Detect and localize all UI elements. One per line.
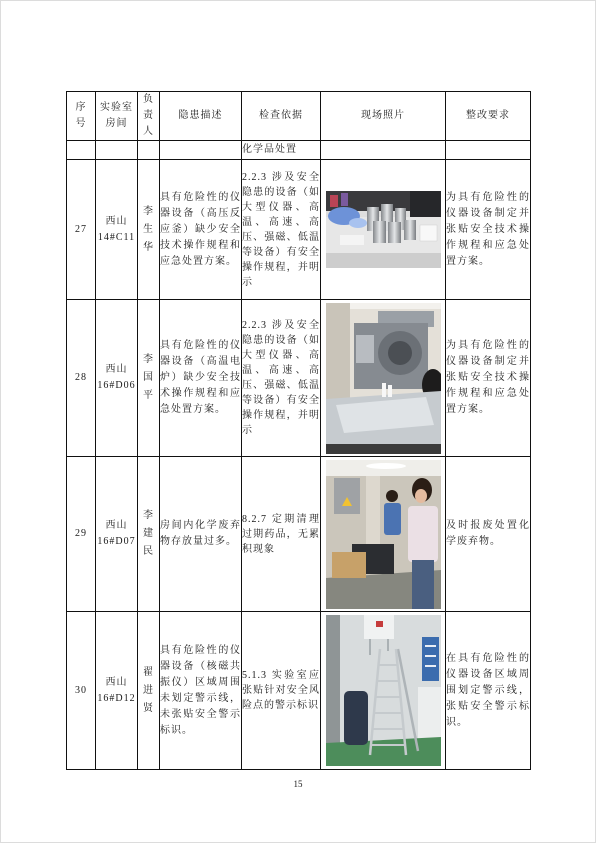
owner-name: 李生华 (143, 205, 154, 253)
sample-bottle (382, 383, 386, 397)
blue-poster (422, 637, 439, 681)
lab-room-cell (96, 160, 138, 300)
white-box (420, 225, 437, 241)
white-cabinet (418, 687, 441, 745)
hazard-cell (160, 612, 242, 770)
poster-stripe (425, 655, 436, 657)
hazard-cell (160, 300, 242, 457)
table-row (67, 612, 531, 770)
hazard-description: 具有危险性的仪器设备（高温电炉）缺少安全技术操作规程和应急处置方案。 (160, 340, 241, 415)
photo-cell (321, 457, 446, 612)
row-number: 29 (75, 528, 87, 539)
header-cell-owner (138, 92, 160, 141)
site-photo (326, 303, 441, 454)
equipment-right (410, 191, 441, 219)
header-hazard: 隐患描述 (178, 110, 223, 121)
cardboard-box (332, 552, 366, 578)
requirement-cell (446, 457, 531, 612)
site-photo (326, 460, 441, 609)
continued-basis: 化学品处置 (242, 144, 297, 155)
rectification-requirement: 及时报废处置化学废弃物。 (446, 520, 530, 547)
owner-cell (138, 612, 160, 770)
continued-basis-cell (242, 141, 321, 160)
table-row (67, 300, 531, 457)
metal-canister (404, 220, 416, 240)
owner-cell (138, 457, 160, 612)
white-tray (340, 235, 364, 245)
hazard-description: 房间内化学废弃物存放量过多。 (160, 520, 241, 547)
person-face (415, 489, 427, 503)
left-panel (326, 303, 350, 399)
metal-canister (373, 221, 386, 243)
hazard-description: 具有危险性的仪器设备（高压反应釜）缺少安全技术操作规程和应急处置方案。 (160, 191, 241, 267)
door-frame (366, 476, 380, 546)
blue-lid (349, 218, 367, 228)
rectification-requirement: 在具有危险性的仪器设备区域周围划定警示线，张贴安全警示标识。 (446, 652, 530, 728)
site-photo (326, 191, 441, 268)
owner-name: 李国平 (143, 354, 154, 401)
person-jeans (412, 560, 434, 609)
lab-room-cell (96, 612, 138, 770)
basis-cell (242, 160, 321, 300)
requirement-cell (446, 160, 531, 300)
table-header-row (67, 92, 531, 141)
requirement-cell (446, 612, 531, 770)
continued-row (67, 141, 531, 160)
room-code: 16#D07 (97, 536, 136, 547)
room-code: 16#D06 (97, 380, 136, 391)
requirement-cell (446, 300, 531, 457)
metal-canister (388, 222, 401, 243)
photo-cell (321, 612, 446, 770)
row-number-cell (67, 300, 96, 457)
hazard-description: 具有危险性的仪器设备（核磁共振仪）区域周围未划定警示线，未张贴安全警示标识。 (160, 644, 241, 736)
page-number: 15 (293, 779, 303, 789)
table-row (67, 457, 531, 612)
row-number: 28 (75, 372, 87, 383)
photo-cell (321, 300, 446, 457)
table-row (67, 160, 531, 300)
row-number-cell (67, 457, 96, 612)
hazard-table (66, 91, 531, 770)
empty-cell (96, 141, 138, 160)
person-top (408, 506, 438, 562)
header-requirement: 整改要求 (466, 110, 510, 121)
room-code: 16#D12 (97, 692, 136, 704)
rectification-requirement: 为具有危险性的仪器设备制定并张贴安全技术操作规程和应急处置方案。 (446, 191, 530, 267)
empty-cell (67, 141, 96, 160)
poster-stripe (425, 645, 436, 647)
row-number: 30 (75, 684, 87, 696)
lab-room-cell (96, 457, 138, 612)
ceiling-light (366, 463, 406, 469)
purple-bottle (341, 193, 348, 206)
photo-cell (321, 160, 446, 300)
empty-cell (446, 141, 531, 160)
header-owner: 负责人 (143, 94, 154, 137)
dewar-flask (344, 691, 368, 745)
basis-cell (242, 457, 321, 612)
row-number-cell (67, 160, 96, 300)
empty-cell (321, 141, 446, 160)
inspection-basis: 8.2.7 定期清理过期药品，无累积现象 (242, 513, 320, 555)
header-no: 序号 (75, 102, 87, 129)
lab-room-cell (96, 300, 138, 457)
basis-cell (242, 300, 321, 457)
row-number-cell (67, 612, 96, 770)
sample-bottle (388, 385, 392, 397)
header-cell-basis (242, 92, 321, 141)
person-head (386, 490, 398, 502)
header-cell-requirement (446, 92, 531, 141)
campus-name: 西山 (105, 364, 128, 375)
header-photo: 现场照片 (361, 110, 405, 121)
red-bottle (330, 195, 338, 207)
inspection-basis: 2.2.3 涉及安全隐患的设备（如大型仪器、高温、高速、高压、强磁、低温等设备）有安全操作规程，并明示 (242, 320, 320, 436)
hazard-cell (160, 457, 242, 612)
site-photo (326, 615, 441, 766)
header-cell-hazard (160, 92, 242, 141)
row-number: 27 (75, 223, 87, 235)
basis-cell (242, 612, 321, 770)
header-room: 实验室房间 (100, 102, 133, 129)
campus-name: 西山 (105, 676, 128, 688)
rectification-requirement: 为具有危险性的仪器设备制定并张贴安全技术操作规程和应急处置方案。 (446, 340, 530, 415)
furnace-core (388, 341, 412, 365)
hazard-cell (160, 160, 242, 300)
red-fitting (376, 621, 383, 627)
header-cell-no (67, 92, 96, 141)
campus-name: 西山 (105, 215, 128, 227)
electrical-box (334, 478, 360, 514)
empty-cell (138, 141, 160, 160)
bench-shadow (326, 253, 441, 268)
inspection-basis: 5.1.3 实验室应张贴针对安全风险点的警示标识 (242, 670, 320, 711)
header-cell-room (96, 92, 138, 141)
owner-name: 李建民 (143, 510, 154, 557)
owner-cell (138, 160, 160, 300)
control-panel (356, 335, 374, 363)
room-code: 14#C11 (97, 231, 136, 243)
table-base (326, 444, 441, 454)
owner-name: 翟进贤 (143, 666, 154, 714)
owner-cell (138, 300, 160, 457)
inspection-basis: 2.2.3 涉及安全隐患的设备（如大型仪器、高温、高速、高压、强磁、低温等设备）有安全操作规程，并明示 (242, 171, 320, 288)
person-body (384, 503, 401, 535)
header-basis: 检查依据 (259, 110, 303, 121)
campus-name: 西山 (105, 520, 128, 531)
poster-stripe (425, 665, 436, 667)
header-cell-photo (321, 92, 446, 141)
empty-cell (160, 141, 242, 160)
